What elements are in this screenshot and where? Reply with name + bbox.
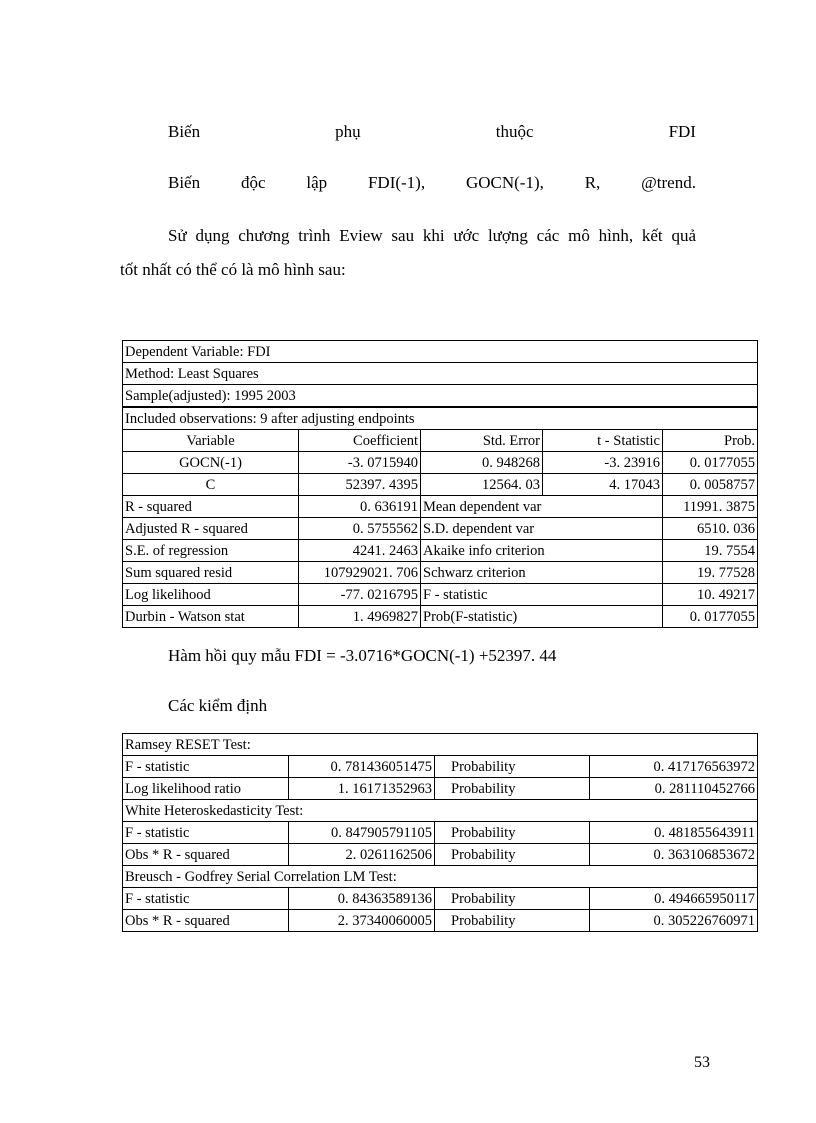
independent-variables-line — [168, 173, 696, 193]
word: thuộc — [495, 122, 534, 141]
word: độc — [240, 173, 266, 192]
table-row — [123, 562, 758, 584]
table-cell: Schwarz criterion — [421, 562, 663, 584]
word: R, — [584, 173, 601, 192]
table-cell: -3. 23916 — [543, 452, 663, 474]
method-cell: Method: Least Squares — [123, 363, 758, 385]
table-row — [123, 452, 758, 474]
table-cell: Durbin - Watson stat — [123, 606, 299, 628]
column-header: Coefficient — [299, 430, 421, 452]
table-cell: 12564. 03 — [421, 474, 543, 496]
table-cell: 19. 77528 — [663, 562, 758, 584]
table-cell: C — [123, 474, 299, 496]
table-cell: Prob(F-statistic) — [421, 606, 663, 628]
test-title-row — [123, 866, 758, 888]
table-cell: Obs * R - squared — [123, 910, 289, 932]
table-cell: -77. 0216795 — [299, 584, 421, 606]
table-cell: Obs * R - squared — [123, 844, 289, 866]
table-cell: Sum squared resid — [123, 562, 299, 584]
test-title-row — [123, 734, 758, 756]
table-row — [123, 407, 758, 430]
test-title: White Heteroskedasticity Test: — [123, 800, 758, 822]
dependent-variable-cell: Dependent Variable: FDI — [123, 341, 758, 363]
table-row — [123, 844, 758, 866]
column-header: Prob. — [663, 430, 758, 452]
word: GOCN(-1), — [465, 173, 544, 192]
table-cell: -3. 0715940 — [299, 452, 421, 474]
table-cell: Probability — [435, 910, 590, 932]
regression-equation: Hàm hồi quy mẫu FDI = -3.0716*GOCN(-1) +52397. 44 — [168, 646, 557, 665]
column-header: t - Statistic — [543, 430, 663, 452]
table-cell: Probability — [435, 888, 590, 910]
test-title-row — [123, 800, 758, 822]
table-cell: Probability — [435, 756, 590, 778]
diagnostic-tests-table — [122, 733, 758, 932]
table-row — [123, 756, 758, 778]
table-row — [123, 584, 758, 606]
table-cell: 2. 37340060005 — [289, 910, 435, 932]
word: @trend. — [641, 173, 696, 192]
table-cell: Mean dependent var — [421, 496, 663, 518]
table-cell: Probability — [435, 822, 590, 844]
table-cell: 0. 363106853672 — [590, 844, 758, 866]
table-cell: 0. 417176563972 — [590, 756, 758, 778]
table-cell: Adjusted R - squared — [123, 518, 299, 540]
table-cell: S.D. dependent var — [421, 518, 663, 540]
table-row — [123, 363, 758, 385]
table-cell: 4241. 2463 — [299, 540, 421, 562]
table-row — [123, 606, 758, 628]
intro-text-line-1: Sử dụng chương trình Eview sau khi ước lượng các mô hình, kết quả — [168, 226, 696, 245]
table-cell: 0. 0177055 — [663, 452, 758, 474]
table-row — [123, 822, 758, 844]
table-cell: 0. 5755562 — [299, 518, 421, 540]
table-cell: 2. 0261162506 — [289, 844, 435, 866]
table-cell: 6510. 036 — [663, 518, 758, 540]
table-row — [123, 474, 758, 496]
table-row — [123, 341, 758, 363]
table-cell: 107929021. 706 — [299, 562, 421, 584]
table-row — [123, 910, 758, 932]
observations-cell: Included observations: 9 after adjusting endpoints — [123, 407, 758, 430]
table-row — [123, 518, 758, 540]
column-header: Std. Error — [421, 430, 543, 452]
table-cell: 0. 847905791105 — [289, 822, 435, 844]
table-cell: 1. 4969827 — [299, 606, 421, 628]
table-cell: Probability — [435, 778, 590, 800]
word: lập — [306, 173, 328, 192]
table-cell: 0. 481855643911 — [590, 822, 758, 844]
table-cell: 0. 281110452766 — [590, 778, 758, 800]
table-cell: Log likelihood — [123, 584, 299, 606]
table-cell: Log likelihood ratio — [123, 778, 289, 800]
table-cell: F - statistic — [123, 822, 289, 844]
table-cell: GOCN(-1) — [123, 452, 299, 474]
word: phụ — [335, 122, 361, 141]
regression-table — [122, 340, 758, 628]
table-row — [123, 385, 758, 408]
table-cell: 4. 17043 — [543, 474, 663, 496]
word: Biến — [168, 173, 201, 192]
table-cell: R - squared — [123, 496, 299, 518]
table-cell: Akaike info criterion — [421, 540, 663, 562]
table-row — [123, 540, 758, 562]
table-cell: 0. 84363589136 — [289, 888, 435, 910]
tests-heading: Các kiểm định — [168, 696, 268, 715]
table-cell: 10. 49217 — [663, 584, 758, 606]
test-title: Ramsey RESET Test: — [123, 734, 758, 756]
table-cell: 0. 0058757 — [663, 474, 758, 496]
table-cell: 11991. 3875 — [663, 496, 758, 518]
table-cell: F - statistic — [421, 584, 663, 606]
table-cell: 0. 305226760971 — [590, 910, 758, 932]
table-cell: 0. 781436051475 — [289, 756, 435, 778]
table-cell: 0. 948268 — [421, 452, 543, 474]
page-number: 53 — [694, 1054, 710, 1071]
table-row — [123, 888, 758, 910]
table-cell: 52397. 4395 — [299, 474, 421, 496]
sample-cell: Sample(adjusted): 1995 2003 — [123, 385, 758, 408]
test-title: Breusch - Godfrey Serial Correlation LM Test: — [123, 866, 758, 888]
word: FDI(-1), — [367, 173, 426, 192]
table-cell: Probability — [435, 844, 590, 866]
table-header-row — [123, 430, 758, 452]
table-cell: F - statistic — [123, 756, 289, 778]
table-cell: 0. 636191 — [299, 496, 421, 518]
table-cell: S.E. of regression — [123, 540, 299, 562]
table-cell: F - statistic — [123, 888, 289, 910]
table-cell: 0. 494665950117 — [590, 888, 758, 910]
table-cell: 0. 0177055 — [663, 606, 758, 628]
table-cell: 19. 7554 — [663, 540, 758, 562]
word: Biến — [168, 122, 201, 141]
table-row — [123, 778, 758, 800]
table-row — [123, 496, 758, 518]
column-header: Variable — [123, 430, 299, 452]
intro-text-line-2: tốt nhất có thể có là mô hình sau: — [120, 260, 346, 279]
word: FDI — [668, 122, 696, 141]
table-cell: 1. 16171352963 — [289, 778, 435, 800]
dependent-variable-line — [168, 122, 696, 142]
